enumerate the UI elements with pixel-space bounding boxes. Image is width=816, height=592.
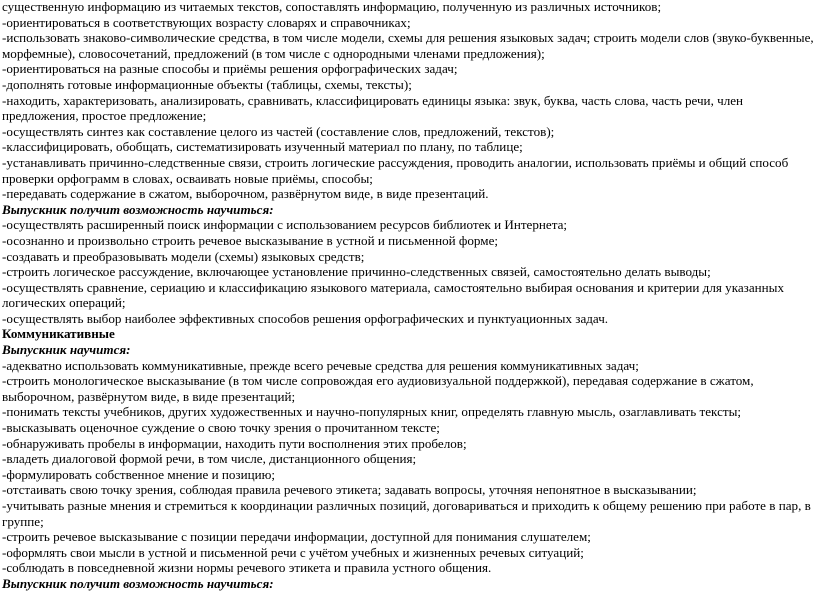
document-page [2,0,814,592]
text-line: -использовать знаково-символические средства, в том числе модели, схемы для решения языковых задач; строить модели слов (звуко-буквенные, морфемные), словосочетаний, предложений (в том числе с однородными членами предложения); [2,30,814,61]
text-line: -осуществлять выбор наиболее эффективных способов решения орфографических и пунктуационных задач. [2,310,609,326]
section-title: Коммуникативные [2,326,115,342]
subheading-will-learn: Выпускник научится: [2,342,131,358]
subheading-opportunity: Выпускник получит возможность научиться: [2,575,274,591]
text-line: -учитывать разные мнения и стремиться к координации различных позиций, договариваться и приходить к общему решению при работе в пар, в группе; [2,498,811,529]
text-line: -устанавливать причинно-следственные связи, строить логические рассуждения, проводить аналогии, использовать приёмы и общий способ проверки орфограмм в словах, осваивать новые приёмы, способы; [2,154,789,186]
text-line: -ориентироваться на разные способы и приёмы решения орфографических задач; [2,61,458,77]
text-line: -оформлять свои мысли в устной и письменной речи с учётом учебных и жизненных речевых ситуаций; [2,544,584,560]
text-line: -строить монологическое высказывание (в том числе сопровождая его аудиовизуальной поддержкой), передавая содержание в сжатом, выборочном, развёрнутом виде, в виде презентаций; [2,373,754,404]
text-line: -осуществлять сравнение, сериацию и классификацию языкового материала, самостоятельно выбирая основания и критерии для указанных логических операций; [2,279,785,311]
text-line: -соблюдать в повседневной жизни нормы речевого этикета и правила устного общения. [2,560,492,576]
text-line: -осуществлять синтез как составление целого из частей (составление слов, предложений, текстов); [2,123,555,139]
text-line: -осознанно и произвольно строить речевое высказывание в устной и письменной форме; [2,232,499,248]
text-line: -понимать тексты учебников, других художественных и научно-популярных книг, определять главную мысль, озаглавливать тексты; [2,404,742,420]
text-line: -высказывать оценочное суждение о свою точку зрения о прочитанном тексте; [2,420,440,436]
text-line: -осуществлять расширенный поиск информации с использованием ресурсов библиотек и Интернета; [2,217,568,233]
text-line: -владеть диалоговой формой речи, в том числе, дистанционного общения; [2,451,417,467]
text-line: существенную информацию из читаемых текстов, сопоставлять информацию, полученную из различных источников; [2,0,662,14]
text-line: -создавать и преобразовывать модели (схемы) языковых средств; [2,248,365,264]
text-line: -формулировать собственное мнение и позицию; [2,466,276,482]
text-line: -передавать содержание в сжатом, выборочном, развёрнутом виде, в виде презентаций. [2,186,489,202]
text-line: -строить логическое рассуждение, включающее установление причинно-следственных связей, самостоятельно делать выводы; [2,264,711,280]
text-line: -строить речевое высказывание с позиции передачи информации, доступной для понимания слушателем; [2,529,591,545]
subheading-opportunity: Выпускник получит возможность научиться: [2,201,274,217]
text-line: -классифицировать, обобщать, систематизировать изученный материал по плану, по таблице; [2,139,523,155]
text-line: -адекватно использовать коммуникативные, прежде всего речевые средства для решения коммуникативных задач; [2,357,639,373]
text-line: -ориентироваться в соответствующих возрасту словарях и справочниках; [2,14,411,30]
text-line: -дополнять готовые информационные объекты (таблицы, схемы, тексты); [2,76,412,92]
text-line: -отстаивать свою точку зрения, соблюдая правила речевого этикета; задавать вопросы, уточняя непонятное в высказывании; [2,482,697,498]
text-line: -находить, характеризовать, анализировать, сравнивать, классифицировать единицы языка: звук, буква, часть слова, часть речи, член предложения, простое предложение; [2,92,744,124]
text-line: -обнаруживать пробелы в информации, находить пути восполнения этих пробелов; [2,435,467,451]
